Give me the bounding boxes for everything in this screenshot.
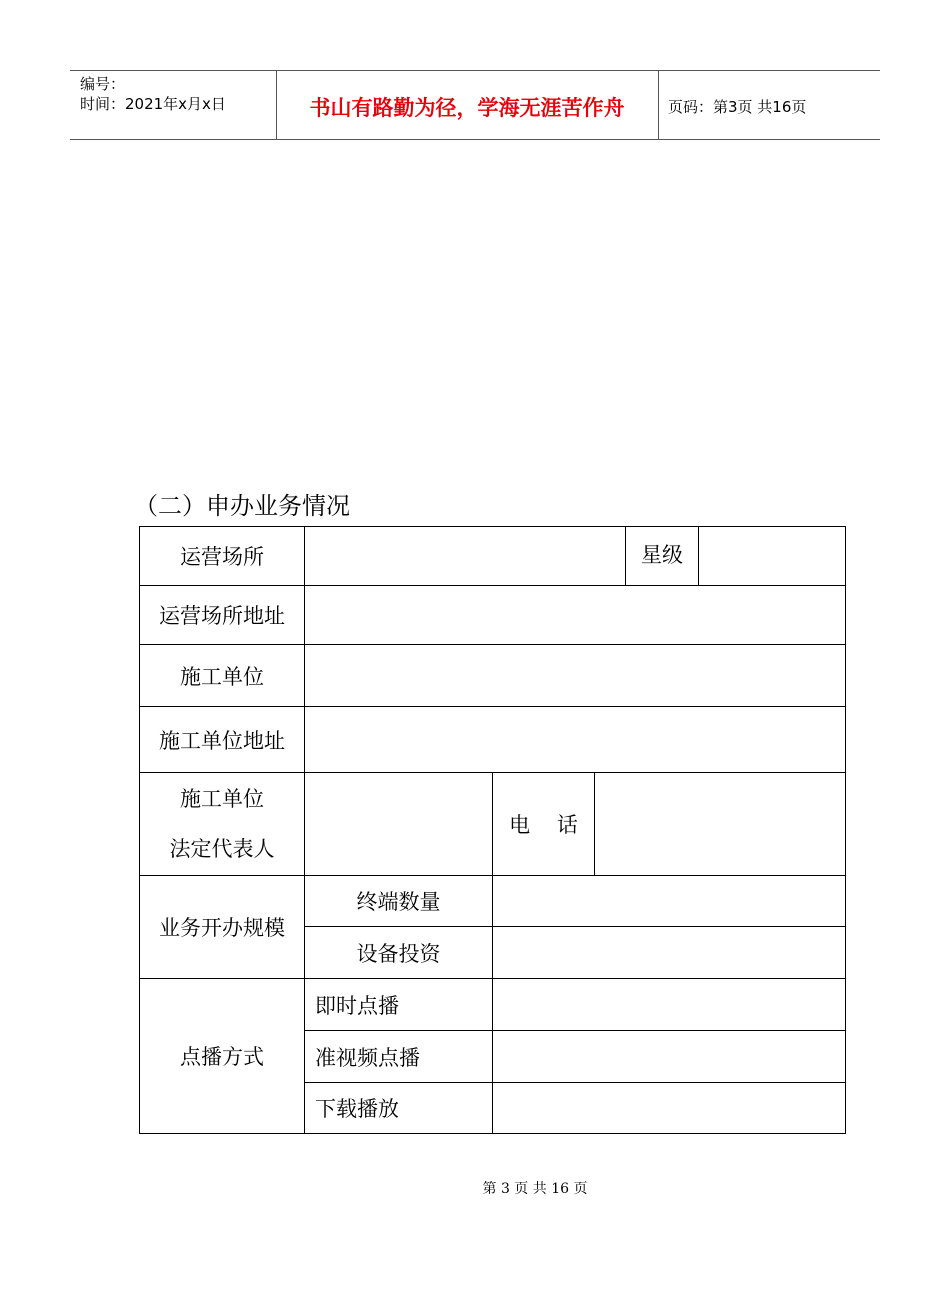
header-divider-2	[658, 70, 659, 140]
contractor-field[interactable]	[305, 645, 845, 706]
contractor-representative-line1: 施工单位	[180, 787, 264, 811]
section-title: （二）申办业务情况	[134, 492, 350, 520]
vod-download-field[interactable]	[493, 1083, 845, 1133]
page-footer	[0, 1178, 950, 1198]
venue-field[interactable]	[305, 527, 625, 585]
header-motto: 书山有路勤为径，学海无涯苦作舟	[309, 95, 625, 120]
equipment-investment-label: 设备投资	[356, 941, 441, 966]
venue-address-field[interactable]	[305, 586, 845, 644]
vod-instant-field[interactable]	[493, 979, 845, 1030]
equipment-investment-field[interactable]	[493, 927, 845, 978]
contractor-address-label: 施工单位地址	[159, 728, 285, 753]
vod-near-field[interactable]	[493, 1031, 845, 1082]
star-rating-field[interactable]	[699, 527, 845, 585]
vod-instant-label: 即时点播	[315, 993, 399, 1018]
contractor-representative-label	[140, 773, 304, 875]
contractor-address-field[interactable]	[305, 707, 845, 772]
vod-near-label: 准视频点播	[315, 1045, 420, 1070]
vod-mode-label: 点播方式	[180, 1045, 264, 1069]
vod-download-label: 下载播放	[315, 1097, 399, 1121]
footer-page-number: 第 3 页 共 16 页	[482, 1181, 588, 1197]
contractor-representative-line2: 法定代表人	[169, 837, 275, 861]
terminal-count-field[interactable]	[493, 876, 845, 926]
header-meta	[80, 74, 226, 114]
header-top-rule	[70, 70, 880, 71]
header-page-number: 页码：第3页 共16页	[668, 98, 807, 116]
venue-label: 运营场所	[180, 545, 264, 569]
document-date: 时间：2021年x月x日	[80, 95, 226, 113]
phone-field[interactable]	[595, 773, 845, 875]
terminal-count-label: 终端数量	[356, 890, 441, 914]
contractor-representative-field[interactable]	[305, 773, 492, 875]
venue-address-label: 运营场所地址	[159, 604, 285, 628]
business-scale-label: 业务开办规模	[159, 916, 285, 940]
contractor-label: 施工单位	[180, 664, 264, 689]
star-rating-label: 星级	[641, 543, 683, 567]
header-bottom-rule	[70, 139, 880, 140]
phone-label: 电 话	[509, 813, 578, 837]
document-number-label: 编号：	[80, 75, 126, 93]
